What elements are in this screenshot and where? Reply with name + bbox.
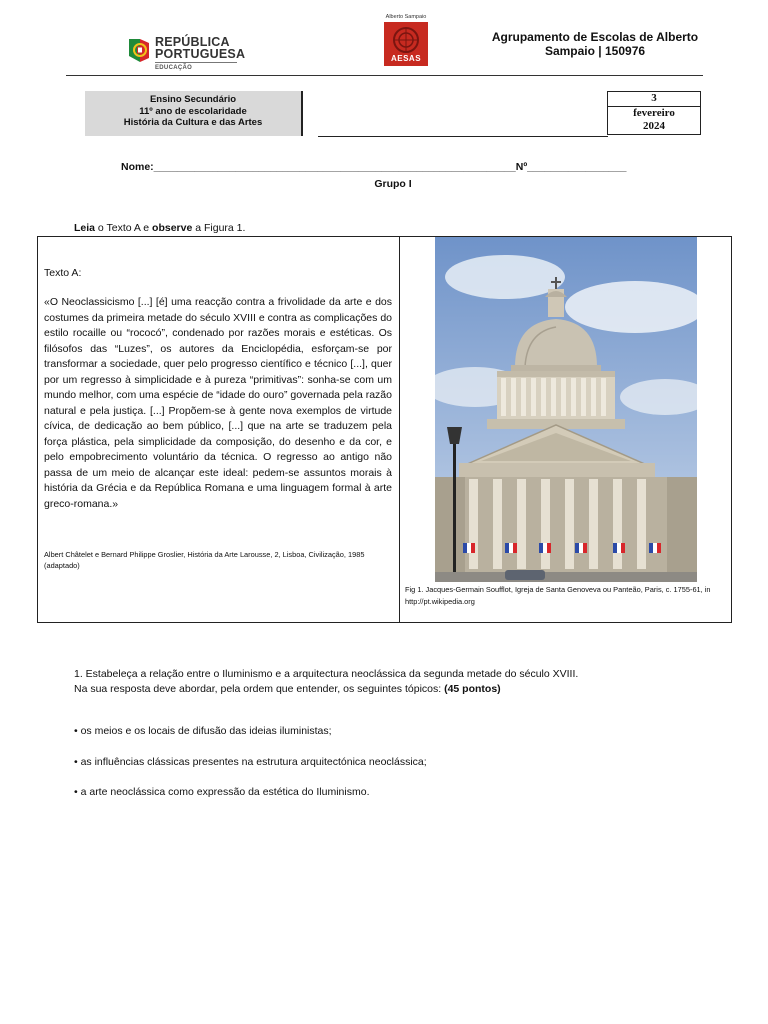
figure-caption: Fig 1. Jacques-Germain Soufflot, Igreja de Santa Genoveva ou Panteão, Paris, c. 1755-61, in http://pt.wikipedia.org: [405, 585, 711, 606]
name-blank[interactable]: ______________________________________________________________: [153, 161, 516, 173]
instructions: [74, 222, 245, 234]
intro-read: Leia: [74, 222, 96, 234]
pantheon-photo: [435, 237, 697, 582]
table-column-divider: [399, 237, 400, 622]
text-a-label: Texto A:: [44, 267, 82, 279]
date-month: fevereiro: [633, 107, 675, 119]
number-blank[interactable]: _________________: [527, 161, 627, 173]
school-logo: [382, 14, 430, 68]
number-label: Nº: [515, 161, 528, 173]
topic-item: • os meios e os locais de difusão das ideias iluministas;: [74, 725, 332, 737]
date-year: 2024: [643, 120, 665, 132]
intro-text1: o Texto A e: [95, 222, 153, 234]
school-logo-caption: Alberto Sampaio: [385, 14, 427, 20]
course-year: 11º ano de escolaridade: [139, 105, 247, 117]
name-label: Nome:: [121, 161, 154, 173]
portuguese-flag-emblem-icon: [126, 36, 152, 64]
question-1: [74, 667, 714, 697]
group-title: Grupo I: [374, 178, 412, 190]
school-name-line1: Agrupamento de Escolas de Alberto: [491, 30, 699, 44]
course-level: Ensino Secundário: [149, 94, 237, 105]
intro-text2: a Figura 1.: [192, 222, 246, 234]
school-name: [460, 30, 730, 58]
gov-logo-line3: EDUCAÇÃO: [155, 65, 193, 71]
course-info-box: [85, 91, 303, 136]
question-instruction: [74, 682, 714, 697]
school-logo-acronym: AESAS: [390, 54, 422, 63]
gov-logo-line1: REPÚBLICA: [155, 35, 230, 49]
question-instruction-text: Na sua resposta deve abordar, pela ordem que entender, os seguintes tópicos:: [74, 683, 445, 695]
source-table: [37, 236, 732, 623]
text-a-citation: Albert Châtelet e Bernard Philippe Groslier, História da Arte Larousse, 2, Lisboa, Civilização, 1985 (adaptado): [44, 550, 365, 570]
intro-observe: observe: [152, 222, 193, 234]
question-statement: 1. Estabeleça a relação entre o Iluminismo e a arquitectura neoclássica da segunda metade do século XVIII.: [74, 668, 579, 680]
republica-portuguesa-logo: [126, 34, 246, 76]
info-underline: [318, 136, 608, 137]
text-a-body: «O Neoclassicismo [...] [é] uma reacção contra a frivolidade da arte e dos costumes da primeira metade do século XVIII e contra as complicações do estilo rocaille ou “rococó”, condenado por razões morais e estéticas. Os filósofos das “Luzes”, os autores da Enciclopédia, esforçam-se por transformar a sociedade, quer pelo progresso científico e técnico [...], quer por um regresso à simplicidade e à pureza “primitivas”: sonha-se com um mundo melhor, com uma espécie de “idade do ouro” governada pela razão natural e pela justiça. [...] Propõem-se à gente nova exemplos de virtude cívica, de dedicação ao bem público, [...] que na arte se traduzem pela força plástica, pela simplicidade da composição, do desenho e da cor, e pelo empobrecimento voluntário da técnica. O regresso ao antigo não passa de um meio de alcançar este ideal: pedem-se assuntos morais à história da Grécia e da República Romana e uma linguagem formal à arte greco-romana.»: [44, 296, 392, 510]
date-box: [607, 91, 701, 135]
topic-item: • as influências clássicas presentes na estrutura arquitectónica neoclássica;: [74, 756, 427, 768]
question-points: (45 pontos): [444, 683, 501, 695]
date-day: 3: [651, 92, 657, 104]
course-subject: História da Cultura e das Artes: [123, 117, 263, 128]
gov-logo-divider: [155, 62, 237, 63]
header-divider: [66, 75, 703, 76]
student-name-field[interactable]: [121, 161, 626, 173]
school-name-line2: Sampaio | 150976: [544, 44, 646, 58]
gov-logo-line2: PORTUGUESA: [155, 47, 246, 61]
topic-item: • a arte neoclássica como expressão da estética do Iluminismo.: [74, 786, 370, 798]
